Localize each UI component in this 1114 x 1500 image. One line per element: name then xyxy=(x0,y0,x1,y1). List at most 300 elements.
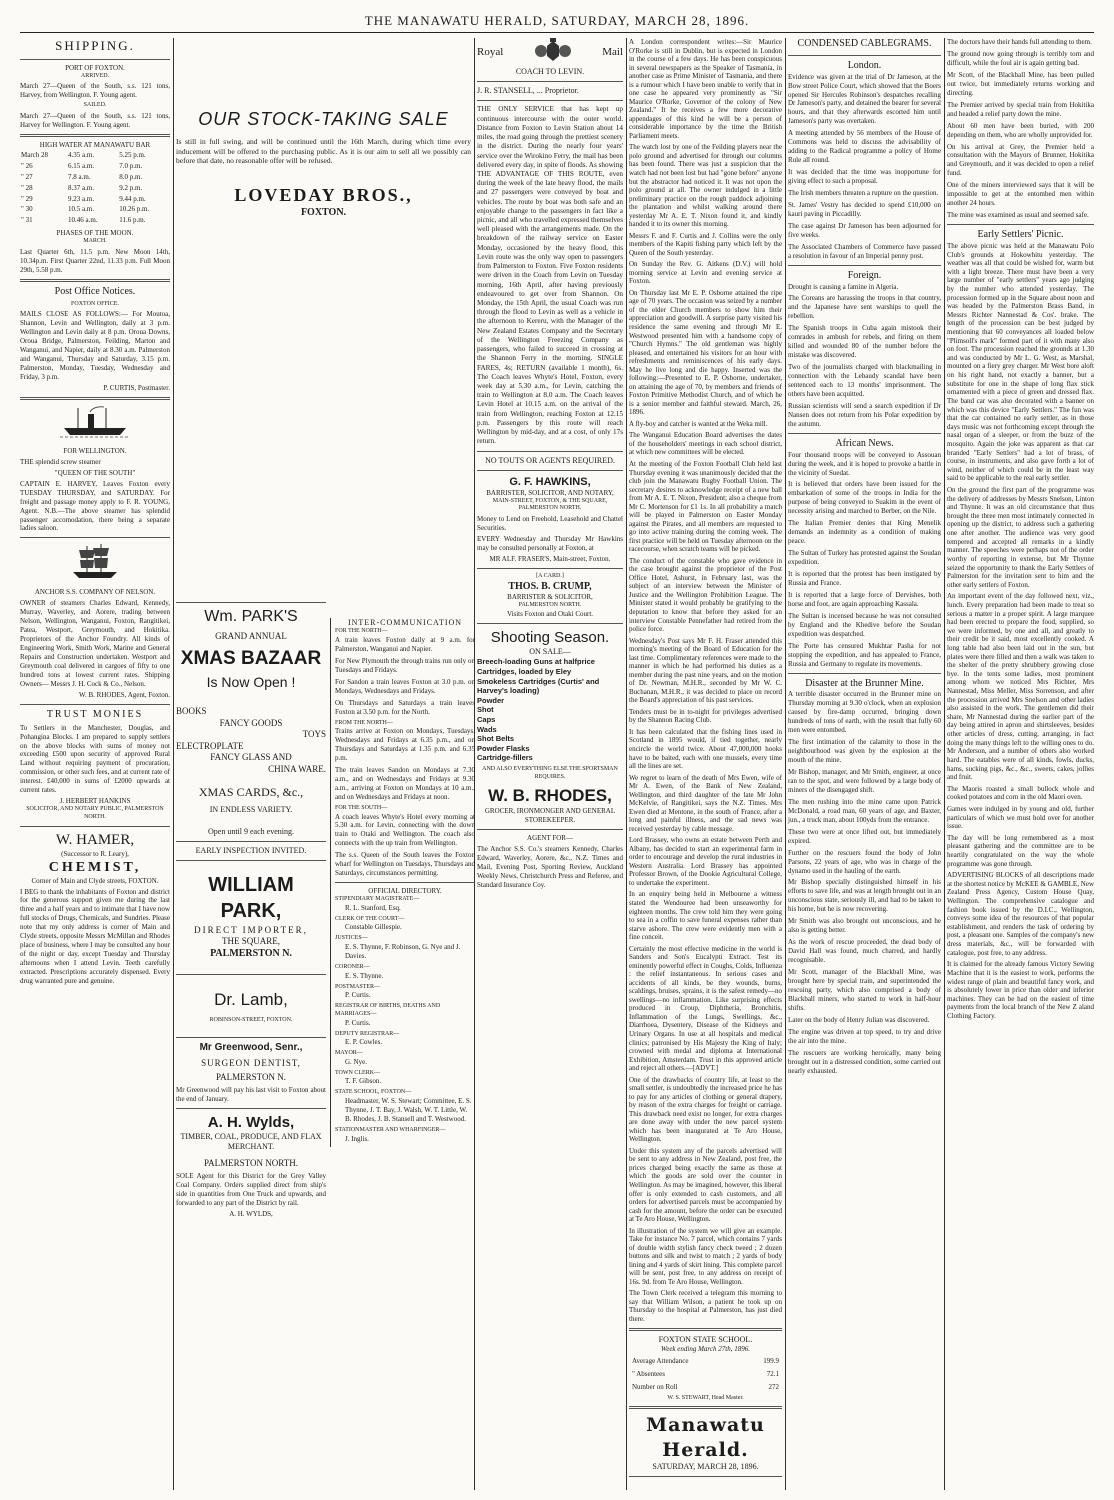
news-paragraph: Two of the journalists charged with blackmailing in connection with the Lebaudy scandal have been sentenced each to 13 months' imprisonment. The others have been acquitted. xyxy=(788,363,943,398)
postmaster: P. CURTIS, Postmaster. xyxy=(103,383,170,392)
news-paragraph: St. James' Vestry has decided to spend £10,000 on kauri paving in Piccadilly. xyxy=(788,200,943,218)
news-paragraph: Later on the body of Henry Julian was discovered. xyxy=(788,1015,930,1024)
hamer-sub: (Successor to R. Leary), xyxy=(61,849,129,858)
directory-label: CLERK OF THE COURT— xyxy=(335,915,405,922)
column-coach xyxy=(477,38,623,892)
wylds-name: A. H. Wylds, xyxy=(207,1113,295,1131)
news-paragraph: The Italian Premier denies that King Menelik demands an indemnity as a condition of making peace. xyxy=(788,519,943,546)
official-directory-title: OFFICIAL DIRECTORY. xyxy=(368,887,442,896)
mail-label: Mail xyxy=(602,46,623,59)
news-paragraph: The Irish members threaten a rupture on the question. xyxy=(788,189,939,198)
tide-am: 7.8 a.m. xyxy=(68,172,91,181)
grand-annual: GRAND ANNUAL xyxy=(215,631,287,642)
tide-pm: 7.0 p.m. xyxy=(119,161,143,170)
divider xyxy=(176,602,326,603)
wylds-town: PALMERSTON NORTH. xyxy=(204,1158,298,1169)
news-paragraph: Four thousand troops will be conveyed to Assouan during the week, and it is hoped to provoke a battle in the vicinity of Suedat. xyxy=(788,450,943,477)
rhodes-sub: GROCER, IRONMONGER AND GENERAL STOREKEEPER. xyxy=(484,806,616,824)
news-paragraph: The Sultan of Turkey has protested against the Soudan expedition. xyxy=(788,549,943,567)
steamer-intro: THE splendid screw steamer xyxy=(20,457,101,466)
wylds-sign: A. H. WYLDS, xyxy=(229,1209,273,1218)
news-paragraph: ADVERTISING BLOCKS of all descriptions made at the shortest notice by McKEE & GAMBLE, New Zealand Press Agency, Custom House Quay, Wellington. The comprehensive catalogue and fashion book issued by the D.I.C., Wellington, conveys some idea of the resources of that popular establishment, and renders the task of ordering by post, a pleasant one. Samples of the company's new dress materials, &c., will be forwarded with catalogue, post free, to any address. xyxy=(947,871,1096,957)
from-north-items xyxy=(335,727,475,802)
attendance-value: 272 xyxy=(768,1382,779,1391)
dr-lamb-address: ROBINSON-STREET, FOXTON. xyxy=(209,1017,293,1024)
divider xyxy=(477,568,623,569)
early-inspection: EARLY INSPECTION INVITED. xyxy=(195,846,307,856)
news-paragraph: Wednesday's Post says Mr F. H. Fraser attended this morning's meeting of the Board of Education for the last time. Complimentary references were made to the manner in which he had performed his duties as a member during the past nine years, and on the motion of Dr. Newman, M.H.R., seconded by Mr W. C. Buchanan, M.H.R., it was decided to place on record the Board's appreciation of his past services. xyxy=(629,636,784,705)
tide-day: " 26 xyxy=(21,161,33,170)
shooting-item: Cartridges, loaded by Eley xyxy=(477,666,572,676)
news-paragraph: It is reported that a large force of Dervishes, both horse and foot, are again approaching Kassala. xyxy=(788,590,943,608)
news-paragraph: We regret to learn of the death of Mrs Ewen, wife of Mr A. Ewen, of the Bank of New Zealand, Wellington, and third daughter of the late Mr John McKelvie, of Rangitikei, says the N.Z. Times. Mrs Ewen died at Mentone, in the south of France, after a long and painful illness, and the sad news was received yesterday by cable message. xyxy=(629,773,784,833)
on-sale: ON SALE— xyxy=(529,647,571,657)
attendance-value: 199.9 xyxy=(763,1356,779,1365)
foreign-heading: Foreign. xyxy=(847,269,882,281)
news-paragraph: It is believed that orders have been issued for the embarkation of some of the troops in India for the purpose of being conveyed to Suakim in the event of necessity arising and marched to Berber, on the Nile. xyxy=(788,480,943,516)
directory-value: Headmaster, W. S. Stewart; Committee, E. S. Thynne, J. T. Bay, J. Walsh, W. T. Little, W. B. Rhodes, J. B. Stansell and T. Westwood. xyxy=(345,1097,472,1123)
news-paragraph: Mr Smith was also brought out unconscious, and he also is getting better. xyxy=(788,917,943,935)
divider xyxy=(176,974,326,975)
divider xyxy=(629,1476,782,1477)
tide-day: " 28 xyxy=(21,183,33,192)
park-town: PALMERSTON N. xyxy=(210,947,292,959)
crump-town: PALMERSTON NORTH. xyxy=(518,602,582,609)
tide-pm: 8.0 p.m. xyxy=(119,172,143,181)
post-office-title: Post Office Notices. xyxy=(54,285,136,297)
train-notice: For Sandon a train leaves Foxton at 3.0 p.m. on Mondays, Wednesdays and Fridays. xyxy=(335,677,477,695)
attendance-row xyxy=(631,1369,780,1380)
shooting-item: Breech-loading Guns at halfprice xyxy=(477,657,595,667)
school-title: FOXTON STATE SCHOOL. xyxy=(658,1334,753,1344)
news-paragraph: Certainly the most effective medicine in the world is Sanders and Son's Eucalypti Extract. Test its eminently powerful effect in Coughs, Colds, Influenza : the relief instantaneous. In serious cases and accidents of all kinds, be they wounds, burns, scaldings, bruises, sprains, it is the safest remedy—no swellings—no inflammation. Like surprising effects produced in Croup, Diphtheria, Bronchitis, Inflammation of the Lungs, Swellings, &c., Diarrhoea, Dysentery, Disease of the Kidneys and Urinary Organs. In use at all hospitals and medical clinics; patronised by His Majesty the King of Italy; crowned with medal and diploma at International Exhibition, Amsterdam. Trust in this approved article and reject all others.—[ADVT.] xyxy=(629,944,784,1073)
brunner-continued xyxy=(947,38,1094,220)
african-heading: African News. xyxy=(835,437,894,449)
news-paragraph: The above picnic was held at the Manawatu Polo Club's grounds at Hokowhitu yesterday. The weather was all that could be wished for, warm but with a light breeze. There must have been a very large number of "early settlers" years ago judging by the number who attended yesterday. The procession formed up in the Square about noon and was headed by the Palmerston Brass Band, in Messrs Richter Nannestad & Cos'. brake. The length of the procession can be best judged by mentioning that 60 conveyances all loaded below "Plimsoll's mark" formed part of it with many also on foot. The procession reached the grounds at 1.30 and was conducted by Mr L. G. West, as Marshal, mounted on a fiery grey charger. Mr West bore aloft on his right hand, not exactly a banner, but a substitute for one in the shape of long flax stick ornamented with a piece of green and dressed flax. The band car was also decorated with a banner on which was this device "Early Settlers." The fun was that the car contained no early settler, as in those days music was not forthcoming except through the nasal organ of a sleeper, or from the buzz of the mosquito. Again the joke was apparent as that car branded "Early Settlers" had a lot of brass, of course, in instruments, and also gave forth a lot of wind, neither of which could be in the least way said to be applicable to the real early settler. xyxy=(947,241,1096,483)
tide-table xyxy=(20,150,170,227)
news-paragraph: The Premier arrived by special train from Hokitika and headed a relief party down the mine. xyxy=(947,100,1096,118)
news-paragraph: One of the miners interviewed says that it will be impossible to get at the entombed men within another 24 hours. xyxy=(947,181,1096,208)
directory-label: TOWN CLERK— xyxy=(335,1069,381,1076)
moon-title: PHASES OF THE MOON. xyxy=(56,229,134,238)
train-notice: The train leaves Sandon on Mondays at 7.30 a.m., and on Wednesdays and Fridays at 9.30 a.m., arriving at Foxton on Mondays at 10 a.m., and on Wednesdays and Fridays at noon. xyxy=(335,766,477,801)
news-paragraph: The Porte has censured Mukhtar Pasha for not stopping the expedition, and has appealed to France, Russia and Germany to regulate its movements. xyxy=(788,641,943,668)
news-paragraph: Lord Brassey, who owns an estate between Perth and Albany, has decided to start an experimental farm in order to encourage and develop the rural industries in Western Australia. Lord Brassey has appointed Professor Brown, of the Dookie Agricultural College, to undertake the experiment. xyxy=(629,836,784,887)
arrived-text: March 27—Queen of the South, s.s. 121 tons, Harvey, from Wellington. F. Young agent. xyxy=(20,82,170,100)
divider xyxy=(629,1406,782,1409)
news-paragraph: A London correspondent writes:—Sir Maurice O'Rorke is still in Dublin, but is expected in London in the course of a few days. He has been conspicuous in several newspapers as the Speaker of Tasmania, in another case as Prime Minister of Tasmania, and there is a rumour which I have been unable to verify that in one case he appeared very prominently as "Sir Maurice O'Rorke, Governor of the colony of New Zealand." It he receives a few more decorative appendages of this kind he will be a person of considerable importance by the time the British Parliament meets. xyxy=(629,38,784,140)
column-rule xyxy=(785,38,786,1490)
directory-value: E. S. Thynne. xyxy=(345,971,384,980)
hankins-sub: SOLICITOR, AND NOTARY PUBLIC, PALMERSTON NORTH. xyxy=(26,806,164,820)
xmas-cards: XMAS CARDS, &c., xyxy=(198,785,304,800)
london-news xyxy=(788,73,941,261)
divider xyxy=(176,841,326,842)
royal-label: Royal xyxy=(477,46,504,59)
tide-row xyxy=(20,150,170,161)
directory-label: STATE SCHOOL, FOXTON— xyxy=(335,1089,412,1096)
african-news xyxy=(788,451,941,669)
directory-label: CORONER— xyxy=(335,963,370,970)
column-cablegrams xyxy=(788,38,941,1079)
divider xyxy=(477,100,623,101)
hawkins-name: G. F. HAWKINS, xyxy=(509,475,591,488)
hawkins-text: EVERY Wednesday and Thursday Mr Hawkins may be consulted personally at Foxton, at xyxy=(477,535,623,552)
cablegrams-title: CONDENSED CABLEGRAMS. xyxy=(797,38,932,49)
news-paragraph: The Maoris roasted a small bullock whole and cooked potatoes and corn in the old Maori oven. xyxy=(947,784,1096,802)
steamer-name: "QUEEN OF THE SOUTH" xyxy=(54,468,136,477)
attendance-row xyxy=(631,1356,780,1367)
divider xyxy=(20,134,170,137)
news-paragraph: The conduct of the constable who gave evidence in the case brought against the proprietor of the Post Office Hotel, Ashurst, in February last, was the subject of an interview between the Minister of Justice and the Wellington Prohibition League. The Minister stated it would probably be gratifying to the deputation to know that before they asked for an interview Constable Pennefather had retired from the police force. xyxy=(629,556,784,634)
stocktaking-text: Is still in full swing, and will be continued until the 16th March, during which time every inducement will be offered to the purchasing public. As it is our aim to sell all we possibly can before that date, no reasonable offer will be refused. xyxy=(176,137,471,166)
park-title: Wm. PARK'S xyxy=(204,608,298,625)
hawkins-money: Money to Lend on Freehold, Leasehold and Chattel Securities. xyxy=(477,515,623,533)
wylds-trades: TIMBER, COAL, PRODUCE, AND FLAX MERCHANT. xyxy=(180,1131,322,1151)
books: BOOKS xyxy=(176,706,207,717)
news-paragraph: The Wanganui Education Board advertises the dates of the householders' meetings in each school district, at which new committees will be elected. xyxy=(629,431,784,457)
news-paragraph: The Sultan is incensed because he was not consulted by England and the Khedive before the Soudan expedition was despatched. xyxy=(788,611,943,638)
news-paragraph: Tenders must be in to-night for privileges advertised by the Shannon Racing Club. xyxy=(629,707,784,725)
coat-of-arms-icon xyxy=(531,38,575,67)
crump-visits: Visits Foxton and Otaki Court. xyxy=(506,609,594,618)
news-paragraph: The watch lost by one of the Feilding players near the polo ground and advertised for through our columns has been found. There was just a suspicion that the watch had not been lost but had "gone before" anyone but the abstractor had noticed it. It was not upon the polo ground at all. The owner indulged in a little preliminary practice on the rough paddock adjoining the plantation and whilst walking around there yesterday Mr A. E. T. Nixon found it, and kindly handed it to its owner this morning. xyxy=(629,143,784,229)
divider xyxy=(477,623,623,624)
divider xyxy=(335,882,475,883)
news-paragraph: The first intimation of the calamity to those in the neighbourhood was given by the explosion at the mouth of the mine. xyxy=(788,738,943,765)
loveday-name: LOVEDAY BROS., xyxy=(234,184,413,205)
news-paragraph: Drought is causing a famine in Algeria. xyxy=(788,282,899,291)
anchor-title: ANCHOR S.S. COMPANY OF NELSON. xyxy=(34,588,156,597)
train-notice: For New Plymouth the through trains run only on Tuesdays and Fridays. xyxy=(335,656,477,674)
greenwood-name: Mr Greenwood, Senr., xyxy=(199,1041,303,1053)
divider xyxy=(788,55,941,56)
divider xyxy=(788,265,941,266)
news-paragraph: It has been calculated that the fishing lines used in Scotland in 1895 would, if tied together, nearly encircle the world twice. About 47,000,000 hooks have to be baited, each with one mussels, every time all the lines are set. xyxy=(629,727,784,771)
fancy-glass: FANCY GLASS AND xyxy=(210,752,292,763)
divider xyxy=(20,279,170,282)
for-wellington: FOR WELLINGTON. xyxy=(63,446,127,455)
shooting-item: Cartridge-fillers xyxy=(477,753,533,763)
moon-month: MARCH. xyxy=(83,238,107,245)
news-paragraph: At the meeting of the Foxton Football Club held last Thursday evening it was unanimously decided that the club join the Manawatu Rugby Football Union. The secretary desires to acknowledge receipt of a new ball from Mr A. E. T. Nixon, President; also a cheque from Mr C. Mortenson for £1 1s. In all probability a match will be played in Palmerston on Easter Monday against the Pirates, and all members are requested to go into active training during the coming week. The first practice will be held on Tuesday afternoon on the racecourse, when scratch teams will be picked. xyxy=(629,459,784,554)
news-paragraph: In an enquiry being held in Melbourne a witness stated the Wendouree had been unseaworthy for eighteen months. The crew told him they were going to sea in a coffin to save funeral expenses rather than starve ashore. The crew were evidently men with a fine conceit. xyxy=(629,890,784,942)
foreign-news xyxy=(788,283,941,429)
loveday-town: FOXTON. xyxy=(300,206,347,218)
shipping-title: SHIPPING. xyxy=(55,38,135,53)
sailed-text: March 27—Queen of the South, s.s. 121 tons, Harvey for Wellington. F. Young agent. xyxy=(20,111,170,129)
tide-day: " 27 xyxy=(21,172,33,181)
news-paragraph: The men rushing into the mine came upon Patrick McDonald, a road man, 60 years of age, and Baxter, jun., a truck man, about 100yds from the entrance. xyxy=(788,797,943,824)
highwater-title: HIGH WATER AT MANAWATU BAR xyxy=(39,140,151,149)
news-paragraph: It is reported that the protest has been instigated by Russia and France. xyxy=(788,570,943,587)
rhodes-name: W. B. RHODES, xyxy=(488,786,612,806)
news-paragraph: One of the drawbacks of country life, at least to the small settler, is undoubtedly the increased price he has to pay for any articles of clothing or general drapery, by reason of the extra charges for freight or carriage. This drawback need exist no longer, for extra charges are done away with under the new parcel system which has been inaugurated at Te Aro House, Wellington. xyxy=(629,1075,784,1144)
news-paragraph: An important event of the day followed next, viz., lunch. Every preparation had been made to treat so serious a matter in a proper spirit. A large marquee had been erected to prepare the food, supplied, so we were informed, by one and all, and greatly to their credit be it said, most excellently cooked. A long table had also been laid out in the sun, but plates were there filled and then a walk was taken to the shelter of the pretty shrubbery growing close bye. In the tents some ladies, most prominent among whom we noticed Mrs Richter, Mrs Nannestad, Miss Meller, Miss Sorrenson, and after the procession arrived Mrs Snelson and other ladies also assisted in the work. The gentlemen did their share, Mr Nannestad during the earlier part of the day being attired in apron and shirtsleeves, besides other articles of dress, cutting, arranging, in fact doing the many things left to the willing ones to do. Mr Anderson, and a number of others also worked hard. The eatables were of all kinds, fowls, ducks, hams, sucking pigs, &c., &c., sweets, cakes, jollies and fruit. xyxy=(947,592,1096,782)
tide-am: 10.46 a.m. xyxy=(68,216,98,225)
shooting-item: Caps xyxy=(477,714,496,724)
news-paragraph: Evidence was given at the trial of Dr Jameson, at the Bow street Police Court, which showed that the Boers opened Sir Hercules Robinson's despatches recalling Dr Jameson's party, and detained the bearer for several hours, and that they afterwards escorted him until Jameson's party was overtaken. xyxy=(788,72,943,126)
chemist-address: Corner of Main and Clyde streets, FOXTON. xyxy=(31,876,159,885)
toys: TOYS xyxy=(302,729,326,740)
news-paragraph: It is claimed for the already famous Victory Sewing Machine that it is the easiest to work, performs the widest range of plain and beautiful fancy work, and is absolutely lower in price than older and inferior machines. They can be had on the easiest of time payments from the local branch of the New Z aland Clothing Factory. xyxy=(947,960,1096,1020)
column-advertisements xyxy=(176,38,477,1218)
news-paragraph: Mr Bishop specially distinguished himself in his efforts to save life, and was at length brought out in an unconscious state, seriously ill, and had to be taken to his home, but he is now recovering. xyxy=(788,878,943,914)
tide-row xyxy=(20,215,170,226)
surgeon-dentist: SURGEON DENTIST, xyxy=(201,1057,301,1068)
open-until: Open until 9 each evening. xyxy=(208,826,294,836)
for-north-label: FOR THE NORTH— xyxy=(335,628,388,635)
london-heading: London. xyxy=(847,59,882,71)
local-news xyxy=(629,38,782,1324)
now-open: Is Now Open ! xyxy=(206,674,296,691)
column-rule xyxy=(626,38,627,1490)
directory-label: MAYOR— xyxy=(335,1050,363,1057)
news-paragraph: Mr Scott, manager of the Blackball Mine, was brought here by special train, and superintended the rescuing party, which also comprised a body of Blackball miners, who started to work in half-hour shifts. xyxy=(788,968,943,1012)
news-paragraph: The Town Clerk received a telegram this morning to say that William Wilson, a patient he took up on Thursday to the hospital at Palmerston, has just died there. xyxy=(629,1289,784,1323)
china-ware: CHINA WARE. xyxy=(268,763,326,774)
news-paragraph: On Thursday last Mr E. P. Osborne attained the ripe age of 70 years. The occasion was seized by a number of the elder Church members to show him their appreciation and goodwill. A surprise party visited his residence the same evening and through Mr E. Westwood presented him with a handsome copy of "Church Hymns." The old gentleman was highly pleased, and entertained his visitors for an hour with refreshments and reminiscences of his early days. May he live long and die happy. Inserted was the following:—Presented to E. P. Osborne, undertaker, on attaining the age of 70, by members and friends of Foxton Primitive Methodist Church, and of which he is a senior member and faithful steward. March, 26, 1896. xyxy=(629,288,784,417)
trust-text: To Settlers in the Manchester, Douglas, and Pohangina Blocks. I am prepared to supply settlers on the above blocks with sums of money not exceeding £500 upon security of approved Rural Land without requiring payment of procuration, commission, or other such fees, and at current rate of interest. £40,000 in sums of £2000 upwards at current rates. xyxy=(20,723,170,795)
column-shipping xyxy=(20,38,170,988)
tide-pm: 5.25 p.m. xyxy=(119,150,146,159)
william-park: WILLIAM PARK, xyxy=(208,874,294,922)
sailing-ship-icon xyxy=(20,542,170,585)
tide-pm: 9.44 p.m. xyxy=(119,194,146,203)
coach-proprietor: J. R. STANSELL, ... Proprietor. xyxy=(477,86,579,96)
news-paragraph: A meeting attended by 56 members of the House of Commons was held to discuss the advisability of adding to the Radical programme a policy of Home Rule all round. xyxy=(788,129,943,165)
the-square: THE SQUARE, xyxy=(222,936,280,947)
anchor-agent: W. B. RHODES, Agent, Foxton. xyxy=(79,690,170,699)
attendance-value: 72.1 xyxy=(766,1369,779,1378)
endless-variety: IN ENDLESS VARIETY. xyxy=(209,804,293,814)
news-paragraph: On the ground the first part of the programme was the delivery of addresses by Messrs Snelson, Linton and Thynne. It was an old circumstance that thus brought the three men most intimately connected in opening up the district, to address such a gathering one after another. The audience was very good tempered and accepted all remarks in a kindly manner. The speeches were perhaps not of the order worthy of reporting in extense, but Mr Thynne seized the opportunity to thank the Early Settlers of Palmerston for the invitation sent to him and the other early settlers of Foxton. xyxy=(947,486,1096,589)
news-paragraph: In illustration of the system we will give an example. Take for instance No. 7 parcel, which contains 7 yards of double width stylish fancy check tweed ; 2 dozen buttons and silk and twist to match ; 2 yards of body lining and 4 yards of skirt lining. This complete parcel will be sent, post free, to any address on receipt of 16s. 9d. from Te Aro House, Wellington. xyxy=(629,1226,784,1286)
news-paragraph: It was decided that the time was inopportune for giving effect to such a proposal. xyxy=(788,168,943,186)
tide-am: 6.15 a.m. xyxy=(68,161,95,170)
post-office-sub: FOXTON OFFICE. xyxy=(71,300,119,307)
tide-row xyxy=(20,161,170,172)
crump-name: THOS. B. CRUMP, xyxy=(508,580,592,592)
shooting-title: Shooting Season. xyxy=(490,628,610,646)
trust-title: TRUST MONIES xyxy=(46,708,144,720)
directory-label: JUSTICES— xyxy=(335,935,368,942)
tide-am: 9.23 a.m. xyxy=(68,194,95,203)
north-items xyxy=(335,636,475,717)
divider xyxy=(176,860,326,861)
rhodes-agent: The Anchor S.S. Co.'s steamers Kennedy, Charles Edward, Waverley, Aorere, &c., N.Z. Times and Mail, Evening Post, Sporting Review, Auckland Weekly News, Christchurch Press and Referee, and Standard Insurance Coy. xyxy=(477,844,623,889)
directory-value: E. P. Cowles. xyxy=(345,1038,383,1047)
sportsman: AND ALSO EVERYTHING ELSE THE SPORTSMAN REQUIRES. xyxy=(482,765,618,780)
herald-date: SATURDAY, MARCH 28, 1896. xyxy=(652,1461,759,1471)
fraser-address: MR ALF. FRASER'S, Main-street, Foxton. xyxy=(489,554,611,563)
news-paragraph: Messrs F. and F. Curtis and J. Collins were the only members of the Kapiti fishing party which left by the Queen of the South yesterday. xyxy=(629,231,784,257)
picnic-report xyxy=(947,242,1094,1021)
arrived-label: ARRIVED. xyxy=(80,72,110,79)
from-north-label: FROM THE NORTH— xyxy=(335,719,393,726)
train-notice: On Thursdays and Saturdays a train leaves Foxton at 3.50 p.m. for the North. xyxy=(335,698,477,716)
train-notice: The s.s. Queen of the South leaves the Foxton wharf for Wellington on Tuesdays, Thursdays and Saturdays, circumstances permitting. xyxy=(335,851,477,878)
news-paragraph: On his arrival at Grey, the Premier held a consultation with the Mayors of Brunner, Hokitika and Greymouth, and it was decided to open a relief fund. xyxy=(947,142,1096,178)
news-paragraph: The Spanish troops in Cuba again mistook their comrades in ambush for rebels, and firing on them killed and wounded 80 of the number before the mistake was discovered. xyxy=(788,324,943,360)
column-local-news xyxy=(629,38,782,1481)
greenwood-town: PALMERSTON N. xyxy=(215,1072,287,1083)
news-paragraph: The doctors have their hands full attending to them. xyxy=(947,38,1092,46)
tide-am: 8.37 a.m. xyxy=(68,183,95,192)
hawkins-sub: BARRISTER, SOLICITOR, AND NOTARY, xyxy=(486,488,614,497)
train-notice: A train leaves Foxton daily at 9 a.m. for Palmerston, Wanganui and Napier. xyxy=(335,635,477,653)
greenwood-text: Mr Greenwood will pay his last visit to Foxton about the end of January. xyxy=(176,1085,326,1103)
directory-value: J. Inglis. xyxy=(345,1134,369,1143)
directory-value: P. Curtis. xyxy=(345,991,371,1000)
directory-value: E. S. Thynne, F. Robinson, G. Nye and J. Davies. xyxy=(345,943,461,960)
hawkins-address: MAIN-STREET, FOXTON, & THE SQUARE, PALMERSTON NORTH. xyxy=(492,497,608,512)
divider xyxy=(788,673,941,674)
tide-row xyxy=(20,183,170,194)
divider xyxy=(629,1328,782,1331)
royal-mail-header xyxy=(477,38,623,67)
school-week: Week ending March 27th, 1896. xyxy=(661,1344,750,1353)
news-paragraph: The Coreans are harassing the troops in that country, and the Japanese have sent warships to quell the rebellion. xyxy=(788,294,943,321)
tide-row xyxy=(20,194,170,205)
news-paragraph: The ground now going through is terribly torn and difficult, while the foul air is again getting bad. xyxy=(947,49,1096,67)
south-items xyxy=(335,813,475,879)
directory-value: P. Curtis. xyxy=(345,1018,371,1027)
news-paragraph: The Associated Chambers of Commerce have passed a resolution in favour of an Imperial penny post. xyxy=(788,242,943,260)
picnic-heading: Early Settlers' Picnic. xyxy=(977,229,1064,241)
tide-day: " 30 xyxy=(21,205,33,214)
attendance-label: Average Attendance xyxy=(632,1356,689,1365)
tide-pm: 9.2 p.m. xyxy=(119,183,143,192)
directory-value: G. Nye. xyxy=(345,1057,367,1066)
card-label: [A CARD.] xyxy=(536,572,564,579)
dr-lamb: Dr. Lamb, xyxy=(214,990,288,1010)
directory-label: DEPUTY REGISTRAR— xyxy=(335,1030,400,1037)
divider xyxy=(176,1037,326,1038)
electroplate: ELECTROPLATE xyxy=(176,740,244,751)
divider xyxy=(477,81,623,82)
tide-day: " 31 xyxy=(21,216,33,225)
divider xyxy=(20,537,170,538)
divider xyxy=(20,826,170,827)
brunner-heading: Disaster at the Brunner Mine. xyxy=(805,677,924,689)
shooting-items xyxy=(477,657,623,763)
shooting-item: Powder xyxy=(477,695,505,705)
official-directory xyxy=(335,896,475,1143)
school-head: W. S. STEWART, Head Master. xyxy=(667,1394,744,1401)
park-advert xyxy=(176,598,326,1218)
divider xyxy=(20,397,170,400)
divider xyxy=(20,704,170,705)
divider xyxy=(20,59,170,60)
inter-title: INTER-COMMUNICATION xyxy=(347,618,463,627)
directory-label: STIPENDIARY MAGISTRATE— xyxy=(335,896,420,903)
steamer-text: CAPTAIN E. HARVEY, Leaves Foxton every TUESDAY THURSDAY, and SATURDAY. For freight and passage money apply to F. R. YOUNG, Agent. N.B.—The above steamer has splendid passenger accomodation, there being a separate ladies saloon. xyxy=(20,479,170,533)
brunner-news xyxy=(788,690,941,1075)
news-paragraph: A fly-boy and catcher is wanted at the Weka mill. xyxy=(629,419,768,428)
shooting-item: Smokeless Cartridges (Curtis' and Harvey's loading) xyxy=(477,676,600,696)
directory-label: POSTMASTER— xyxy=(335,983,381,990)
coach-title: COACH TO LEVIN. xyxy=(515,66,585,76)
news-paragraph: These two were at once lifted out, but immediately expired. xyxy=(788,827,943,845)
attendance-table xyxy=(629,1354,782,1395)
coach-text: THE ONLY SERVICE that has kept up continuous intercourse with the outer world. Distance from Foxton to Levin Station about 14 miles, the road going through the prettiest scenery in the district. During the nearly four years' service over the Wirokino Ferry, the mail has been delivered every day, in spite of floods. As showing THE ADVANTAGE OF THIS ROUTE, even during the week of the late heavy flood, the mails and 27 passengers were conveyed by boat and vehicles. The route by boat was both safe and an enjoyable change to the passengers in fact like a picnic, and all who travelled expressed themselves well pleased with the arrangements made. On the breakdown of the railway service on Easter Monday, occasioned by the heavy flood, this Levin route was the only way open to passengers from Palmerston to Foxton. Five Foxton residents were driven in the Coach from Levin on Tuesday morning, 16th April, after having previously endeavoured to get over from Shannon. On Monday, the 15th April, the usual Coach was run through the flood to Levin as well as a vehicle in the afternoon to Kereru, with the Manager of the New Zealand Estates Company and the Secretary of the Wellington Freezing Company as passengers, who failed to succeed in crossing at the Shannon Ferry in the morning. SINGLE FARES, 4s; RETURN (available 1 month), 6s. The Coach leaves Whyte's Hotel, Foxton, every week day at 5.30 a.m., for Levin, catching the train to Wellington at 8.0 a.m. The Coach leaves Levin Hotel at 10.15 a.m. on the arrival of the train from Wellington, reaching Foxton at 12.15 p.m. Passengers by this route will reach Wellington by mid-day, and at a cost, of only 17s return. xyxy=(477,105,623,446)
news-paragraph: Under this system any of the parcels advertised will be sent to any address in New Zealand, post free, the prices charged being exactly the same as those at which the goods are sold over the counter in Wellington. As may be imagined, however, this liberal offer is only extended to cash customers, and all orders for advertised parcels must be accompanied by cash for the amount, before the order can be executed at Te Aro House, Wellington. xyxy=(629,1146,784,1224)
masthead-text: THE MANAWATU HERALD, SATURDAY, MARCH 28, 1896. xyxy=(364,13,750,28)
column-rule xyxy=(944,38,945,1490)
tide-day: March 28 xyxy=(21,150,49,159)
direct-importer: DIRECT IMPORTER, xyxy=(194,924,308,935)
attendance-label: " Absentees xyxy=(632,1369,665,1378)
xmas-bazaar: XMAS BAZAAR xyxy=(180,647,322,669)
directory-value: Constable Gillespie. xyxy=(345,923,402,932)
inter-communication xyxy=(330,618,475,1147)
directory-value: R. L. Stanford, Esq. xyxy=(345,903,401,912)
agent-for: AGENT FOR— xyxy=(527,833,573,842)
news-paragraph: The case against Dr Jameson has been adjourned for five weeks. xyxy=(788,221,943,239)
shooting-item: Shot xyxy=(477,705,494,715)
divider xyxy=(788,433,941,434)
tide-am: 4.35 a.m. xyxy=(68,150,95,159)
hankins-name: J. HERBERT HANKINS xyxy=(59,797,131,806)
divider xyxy=(176,1108,326,1109)
divider xyxy=(947,224,1094,225)
news-paragraph: Mr Bishop, manager, and Mr Smith, engineer, at once ran to the spot, and were followed by a large body of miners of the disengaged shift. xyxy=(788,767,943,794)
column-rule xyxy=(173,38,174,1490)
news-paragraph: The day will be long remembered as a most pleasant gathering and the committee are to be heartily congratulated on the way the whole programme was gone through. xyxy=(947,833,1096,868)
news-paragraph: As the work of rescue proceeded, the dead body of David Hall was found, much charred, and hardly recognisable. xyxy=(788,938,943,965)
news-paragraph: A terrible disaster occurred in the Brunner mine on Thursday morning at 9.30 o'clock, when an explosion caused by fire-damp occurred, bringing down hundreds of tons of earth, with the result that fully 60 men were entombed. xyxy=(788,690,943,735)
news-paragraph: About 60 men have been buried, with 200 depending on them, who are wholly unprovided for. xyxy=(947,121,1096,139)
port-heading: PORT OF FOXTON. xyxy=(65,63,125,72)
hamer-text: I BEG to thank the inhabitants of Foxton and district for the generous support given me during the last three and a half years and to intimate that I have now full stocks of Drugs, Chemicals, and Sundries. Please note that my only address is corner of Main and Clyde streets, opposite Messrs McMillan and Rhodes place of business, where I may be consulted any hour of the night or day, except Tuesday and Thursday afternoons when I attend Levin. Teeth carefully extracted. Prescriptions accurately dispensed. Every drug warranted pure and genuine. xyxy=(20,887,170,986)
news-paragraph: Further on the rescuers found the body of John Parsons, 22 years of age, who was in charge of the dynamo used in the hauling of the earth. xyxy=(788,848,943,875)
news-paragraph: Russian scientists will send a search expedition if Dr Nansen does not return from his Polar expedition by the autumn. xyxy=(788,401,943,428)
tide-pm: 10.26 p.m. xyxy=(119,205,150,214)
train-notice: Trains arrive at Foxton on Mondays, Tuesdays, Wednesdays and Fridays at 6.35 p.m., and on Thursdays and Saturdays at 1.35 p.m. and 6.35 p.m. xyxy=(335,727,477,763)
herald-title: Manawatu Herald. xyxy=(646,1414,765,1461)
tide-row xyxy=(20,204,170,215)
sailed-label: SAILED. xyxy=(83,102,107,109)
crump-sub: BARRISTER & SOLICITOR, xyxy=(507,593,593,602)
divider xyxy=(477,470,623,471)
directory-value: T. F. Gibson. xyxy=(345,1077,382,1086)
mails-text: MAILS CLOSE AS FOLLOWS:— For Moutoa, Shannon, Levin and Wellington, daily at 3 p.m. Wellington and Levin daily at 8 p.m. Oroua Downs, Oroua Bridge, Palmerston, Feilding, Marton and Wanganui, and Napier, daily at 8.30 a.m. Palmerston and Wanganui, Thursday and Saturday, 3.15 p.m. Palmerston, Monday, Tuesday, Wednesday and Friday, 3 p.m. xyxy=(20,310,170,381)
stocktaking-title: OUR STOCK-TAKING SALE xyxy=(198,109,449,129)
wylds-text: SOLE Agent for this District for the Grey Valley Coal Company. Orders supplied direct from ship's side in quantities from One Truck and upwards, and forwarded to any part of the District by rail. xyxy=(176,1171,326,1207)
tide-am: 10.5 a.m. xyxy=(68,205,95,214)
masthead xyxy=(20,10,1094,33)
news-paragraph: Games were indulged in by young and old, further particulars of which we must hold over for another issue. xyxy=(947,804,1096,831)
for-south-label: FOR THE SOUTH— xyxy=(335,804,388,811)
news-paragraph: The rescuers are working heroically, many being brought out in a distressed condition, some carried out nearly exhausted. xyxy=(788,1048,943,1075)
shooting-item: Powder Flasks xyxy=(477,743,530,753)
news-paragraph: The mine was examined as usual and seemed safe. xyxy=(947,211,1089,220)
shooting-item: Shot Belts xyxy=(477,734,515,744)
attendance-label: Number on Roll xyxy=(632,1382,678,1391)
steamship-icon xyxy=(20,404,170,443)
directory-label: REGISTRAR OF BIRTHS, DEATHS AND MARRIAGES— xyxy=(335,1003,441,1017)
hamer-name: W. HAMER, xyxy=(55,831,135,848)
tide-pm: 11.6 p.m. xyxy=(119,216,146,225)
divider xyxy=(477,451,623,452)
tide-row xyxy=(20,172,170,183)
train-notice: A coach leaves Whyte's Hotel every morning at 5.30 a.m. for Levin, connecting with the down train to Otaki and Wellington. The coach also connects with the up train from Wellington. xyxy=(335,812,477,848)
divider xyxy=(477,829,623,830)
directory-label: STATIONMASTER AND WHARFINGER— xyxy=(335,1126,446,1133)
tide-day: " 29 xyxy=(21,194,33,203)
fancy-goods: FANCY GOODS xyxy=(219,717,283,728)
